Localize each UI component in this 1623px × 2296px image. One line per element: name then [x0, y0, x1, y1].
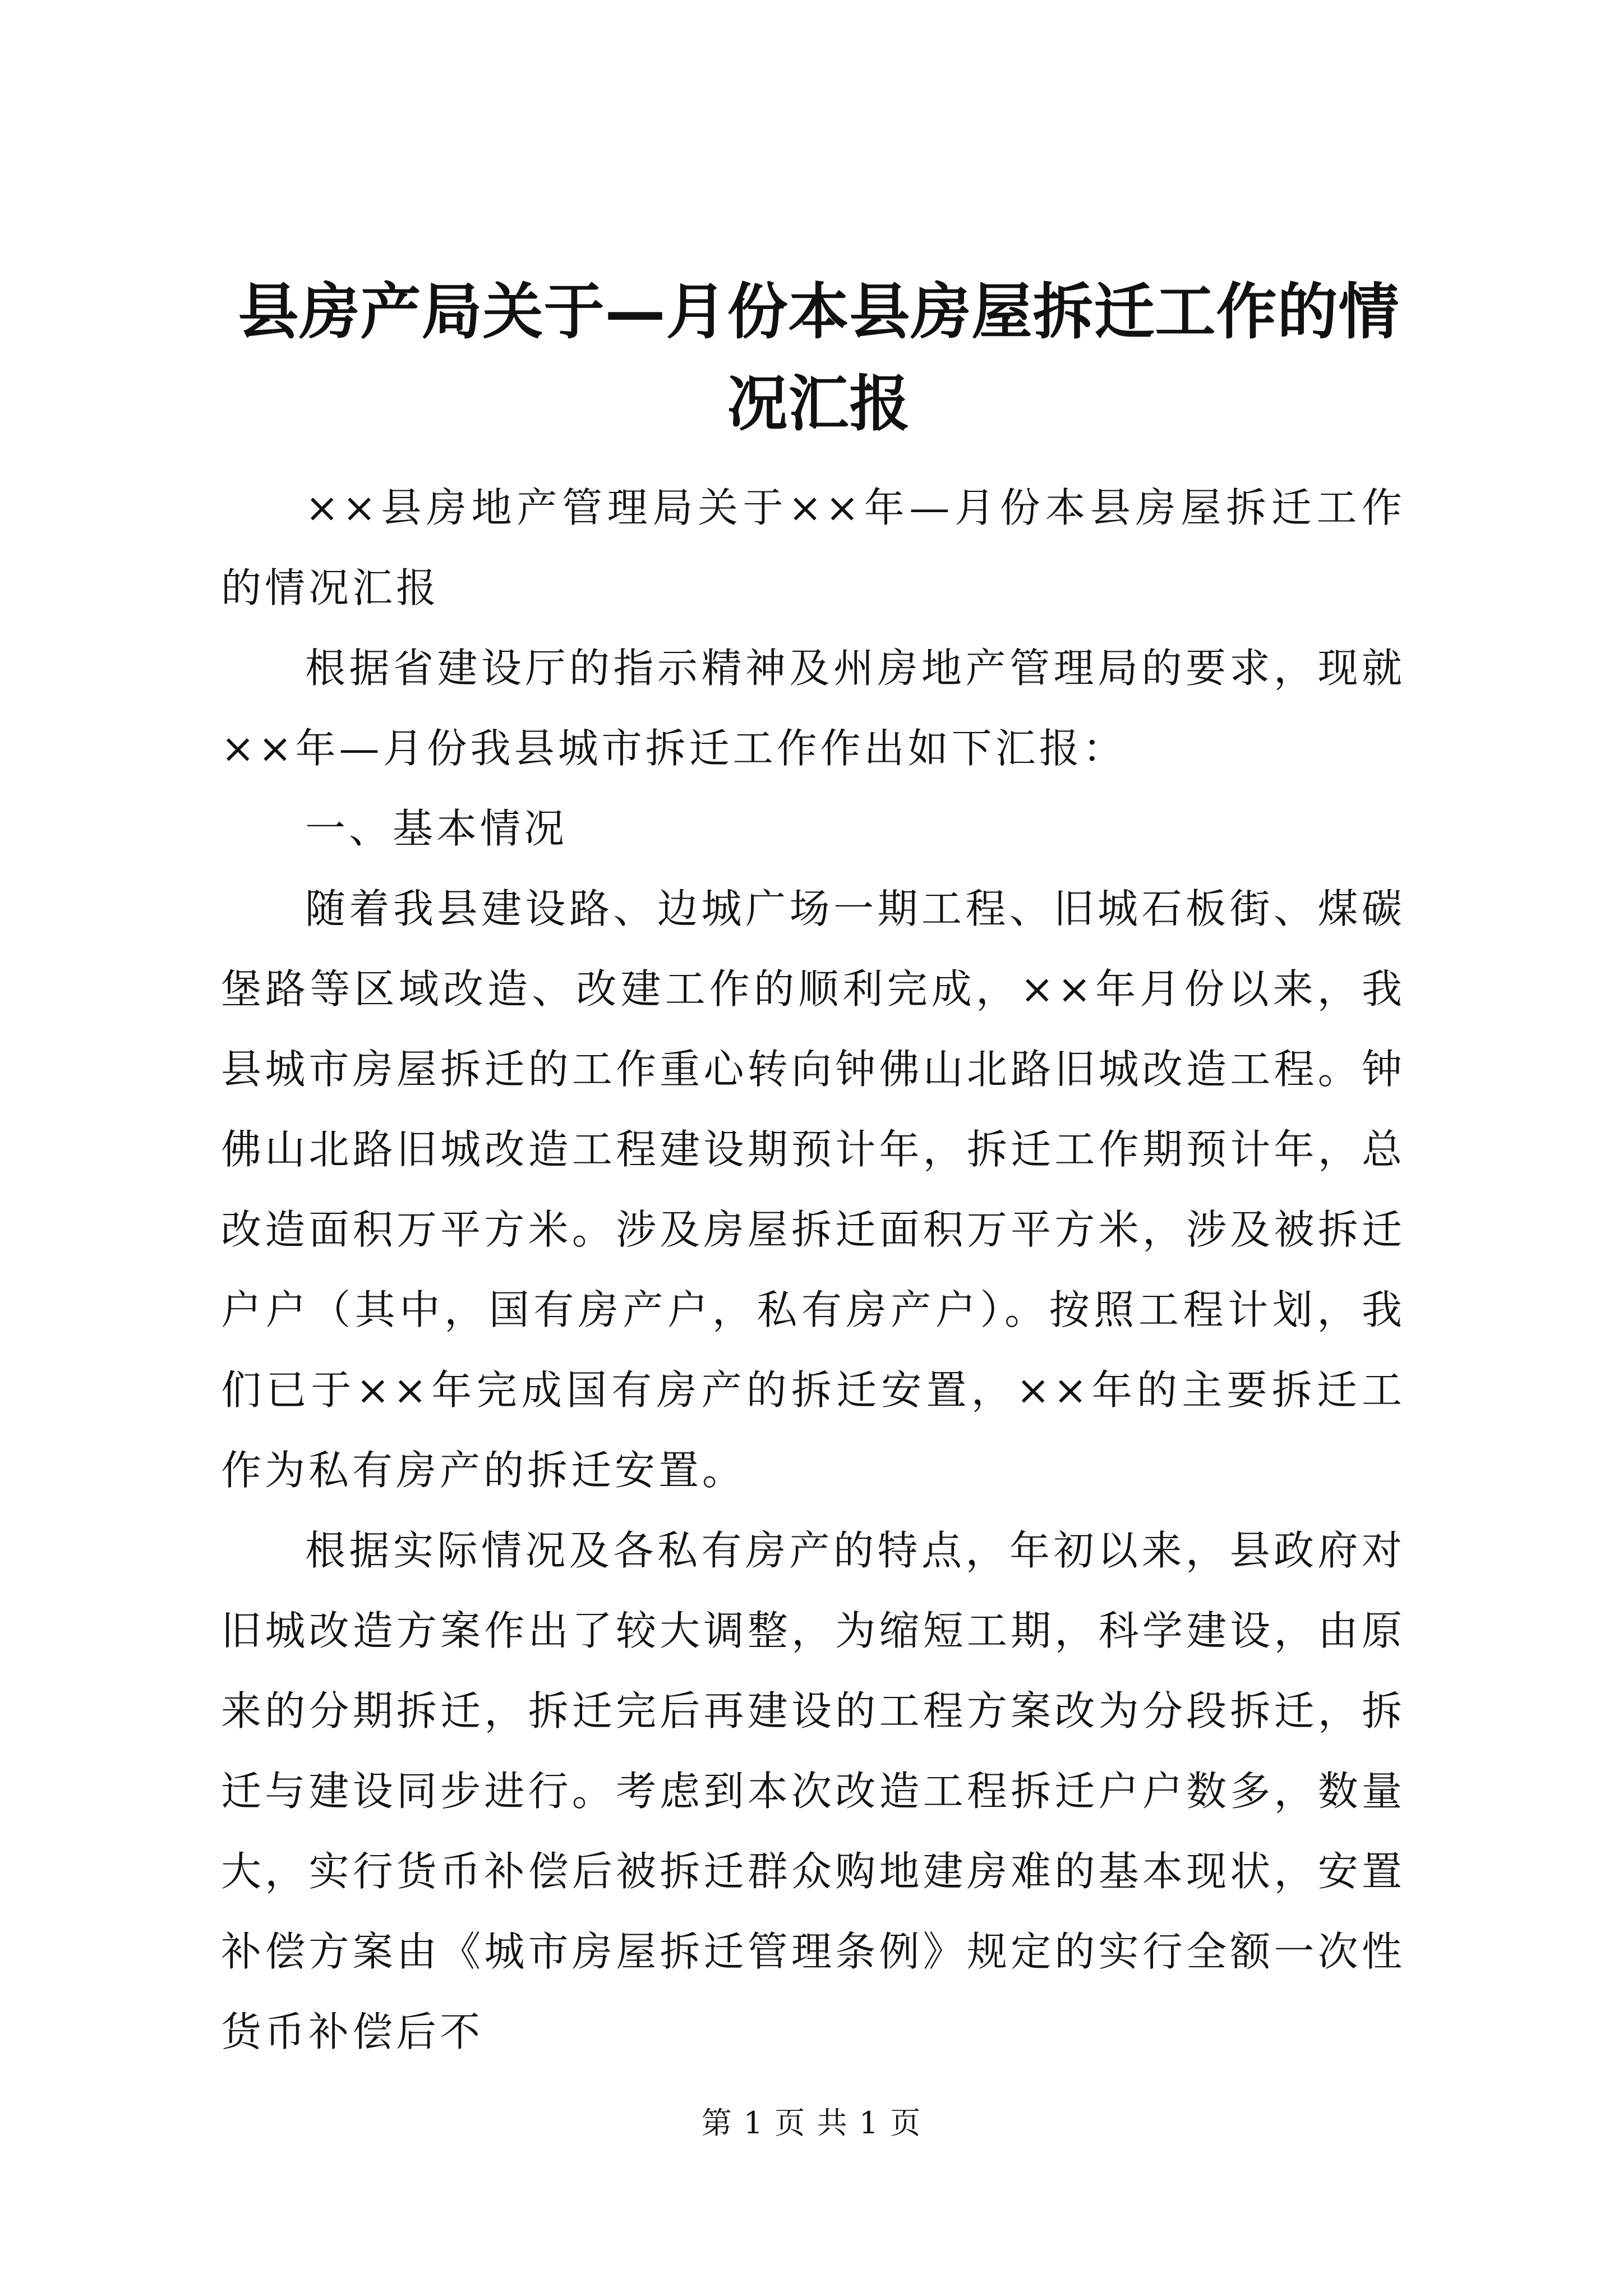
paragraph-background: 随着我县建设路、边城广场一期工程、旧城石板街、煤碳堡路等区域改造、改建工作的顺利完成，××年月份以来，我县城市房屋拆迁的工作重心转向钟佛山北路旧城改造工程。钟佛山北路旧城改造工程建设期预计年，拆迁工作期预计年，总改造面积万平方米。涉及房屋拆迁面积万平方米，涉及被拆迁户户（其中，国有房产户，私有房产户）。按照工程计划，我们已于××年完成国有房产的拆迁安置，××年的主要拆迁工作为私有房产的拆迁安置。	[221, 885, 1405, 1494]
paragraph-subtitle: ××县房地产管理局关于××年—月份本县房屋拆迁工作的情况汇报	[221, 484, 1405, 611]
section-heading-basic-situation: 一、基本情况	[305, 805, 568, 852]
paragraph-plan-adjustment: 根据实际情况及各私有房产的特点，年初以来，县政府对旧城改造方案作出了较大调整，为缩短工期，科学建设，由原来的分期拆迁，拆迁完后再建设的工程方案改为分段拆迁，拆迁与建设同步进行。考虑到本次改造工程拆迁户户数多，数量大，实行货币补偿后被拆迁群众购地建房难的基本现状，安置补偿方案由《城市房屋拆迁管理条例》规定的实行全额一次性货币补偿后不	[221, 1527, 1405, 2055]
document-title: 县房产局关于—月份本县房屋拆迁工作的情况汇报	[238, 277, 1400, 439]
page-number-footer: 第 1 页 共 1 页	[701, 2105, 922, 2141]
document-body	[221, 468, 1405, 2072]
paragraph-intro: 根据省建设厅的指示精神及州房地产管理局的要求，现就××年—月份我县城市拆迁工作作出如下汇报：	[221, 645, 1405, 772]
